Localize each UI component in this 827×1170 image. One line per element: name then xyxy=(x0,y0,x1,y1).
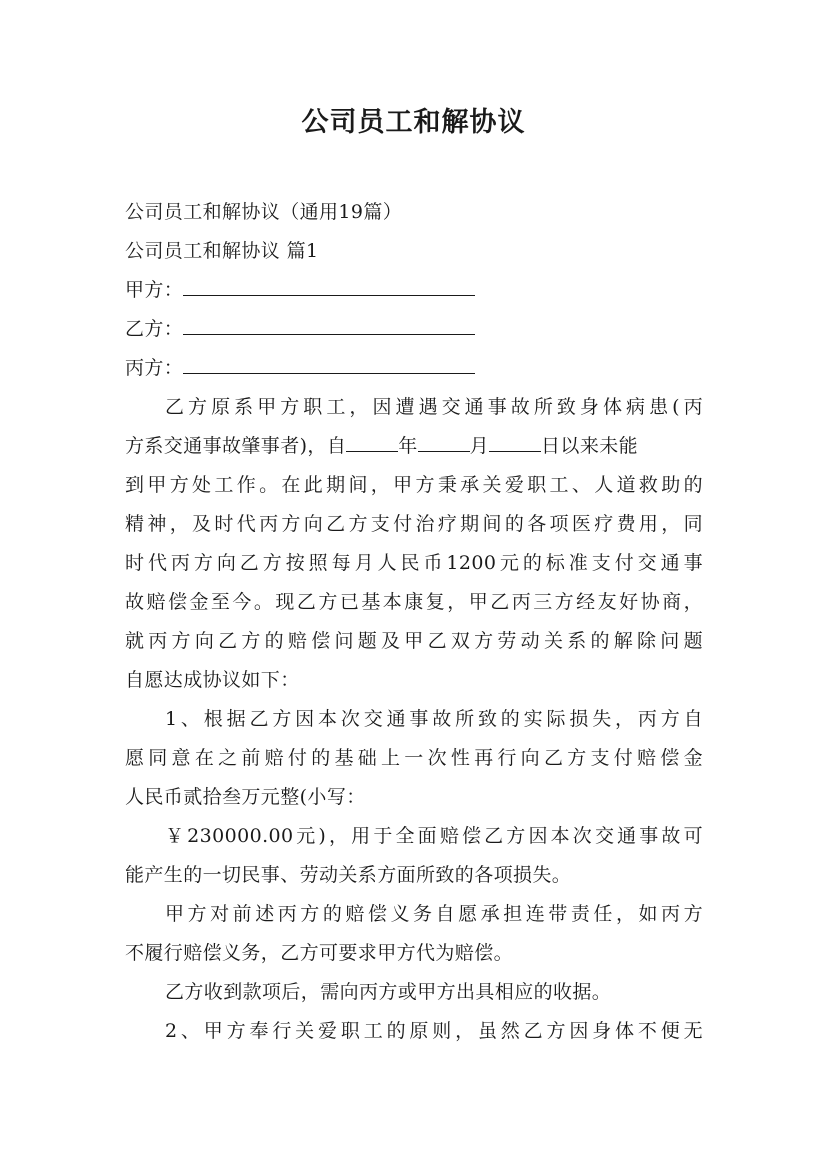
party-a-blank xyxy=(183,273,475,296)
clause-1-line: 1、根据乙方因本次交通事故所致的实际损失，丙方自 xyxy=(165,708,703,730)
year-label: 年 xyxy=(398,435,418,457)
clause-2-line: 2、甲方奉行关爱职工的原则，虽然乙方因身体不便无 xyxy=(165,1020,703,1042)
chapter-heading: 公司员工和解协议 篇1 xyxy=(125,240,319,262)
paragraph-line: 时代丙方向乙方按照每月人民币1200元的标准支付交通事 xyxy=(125,552,703,574)
party-a-line xyxy=(125,271,703,310)
text-span: 日以来未能 xyxy=(541,435,639,457)
paragraph-line: 精神，及时代丙方向乙方支付治疗期间的各项医疗费用，同 xyxy=(125,513,703,535)
document-title: 公司员工和解协议 xyxy=(301,107,526,138)
year-blank xyxy=(346,429,398,452)
paragraph-line: 乙方原系甲方职工，因遭遇交通事故所致身体病患(丙 xyxy=(165,396,703,418)
party-c-blank xyxy=(183,351,475,374)
paragraph-line-with-date xyxy=(125,427,703,466)
party-a-label: 甲方： xyxy=(125,279,184,301)
clause-1-line: ￥230000.00元)，用于全面赔偿乙方因本次交通事故可 xyxy=(165,825,703,847)
day-blank xyxy=(489,429,541,452)
clause-1-line: 愿同意在之前赔付的基础上一次性再行向乙方支付赔偿金 xyxy=(125,747,703,769)
paragraph-line: 乙方收到款项后，需向丙方或甲方出具相应的收据。 xyxy=(165,981,612,1003)
party-c-line xyxy=(125,349,703,388)
paragraph-line: 甲方对前述丙方的赔偿义务自愿承担连带责任，如丙方 xyxy=(165,903,703,925)
paragraph-line: 自愿达成协议如下： xyxy=(125,669,300,691)
paragraph-line: 就丙方向乙方的赔偿问题及甲乙双方劳动关系的解除问题 xyxy=(125,630,703,652)
clause-1-line: 能产生的一切民事、劳动关系方面所致的各项损失。 xyxy=(125,864,572,886)
text-span: 方系交通事故肇事者)，自 xyxy=(125,435,347,457)
paragraph-line: 故赔偿金至今。现乙方已基本康复，甲乙丙三方经友好协商， xyxy=(125,591,703,613)
party-b-label: 乙方： xyxy=(125,318,184,340)
party-c-label: 丙方： xyxy=(125,357,184,379)
party-b-line xyxy=(125,310,703,349)
paragraph-line: 到甲方处工作。在此期间，甲方秉承关爱职工、人道救助的 xyxy=(125,474,703,496)
month-blank xyxy=(418,429,470,452)
clause-1-line: 人民币贰拾叁万元整(小写： xyxy=(125,786,366,808)
month-label: 月 xyxy=(469,435,490,457)
subtitle-line: 公司员工和解协议（通用19篇） xyxy=(125,201,403,223)
paragraph-line: 不履行赔偿义务，乙方可要求甲方代为赔偿。 xyxy=(125,942,514,964)
party-b-blank xyxy=(183,312,475,335)
